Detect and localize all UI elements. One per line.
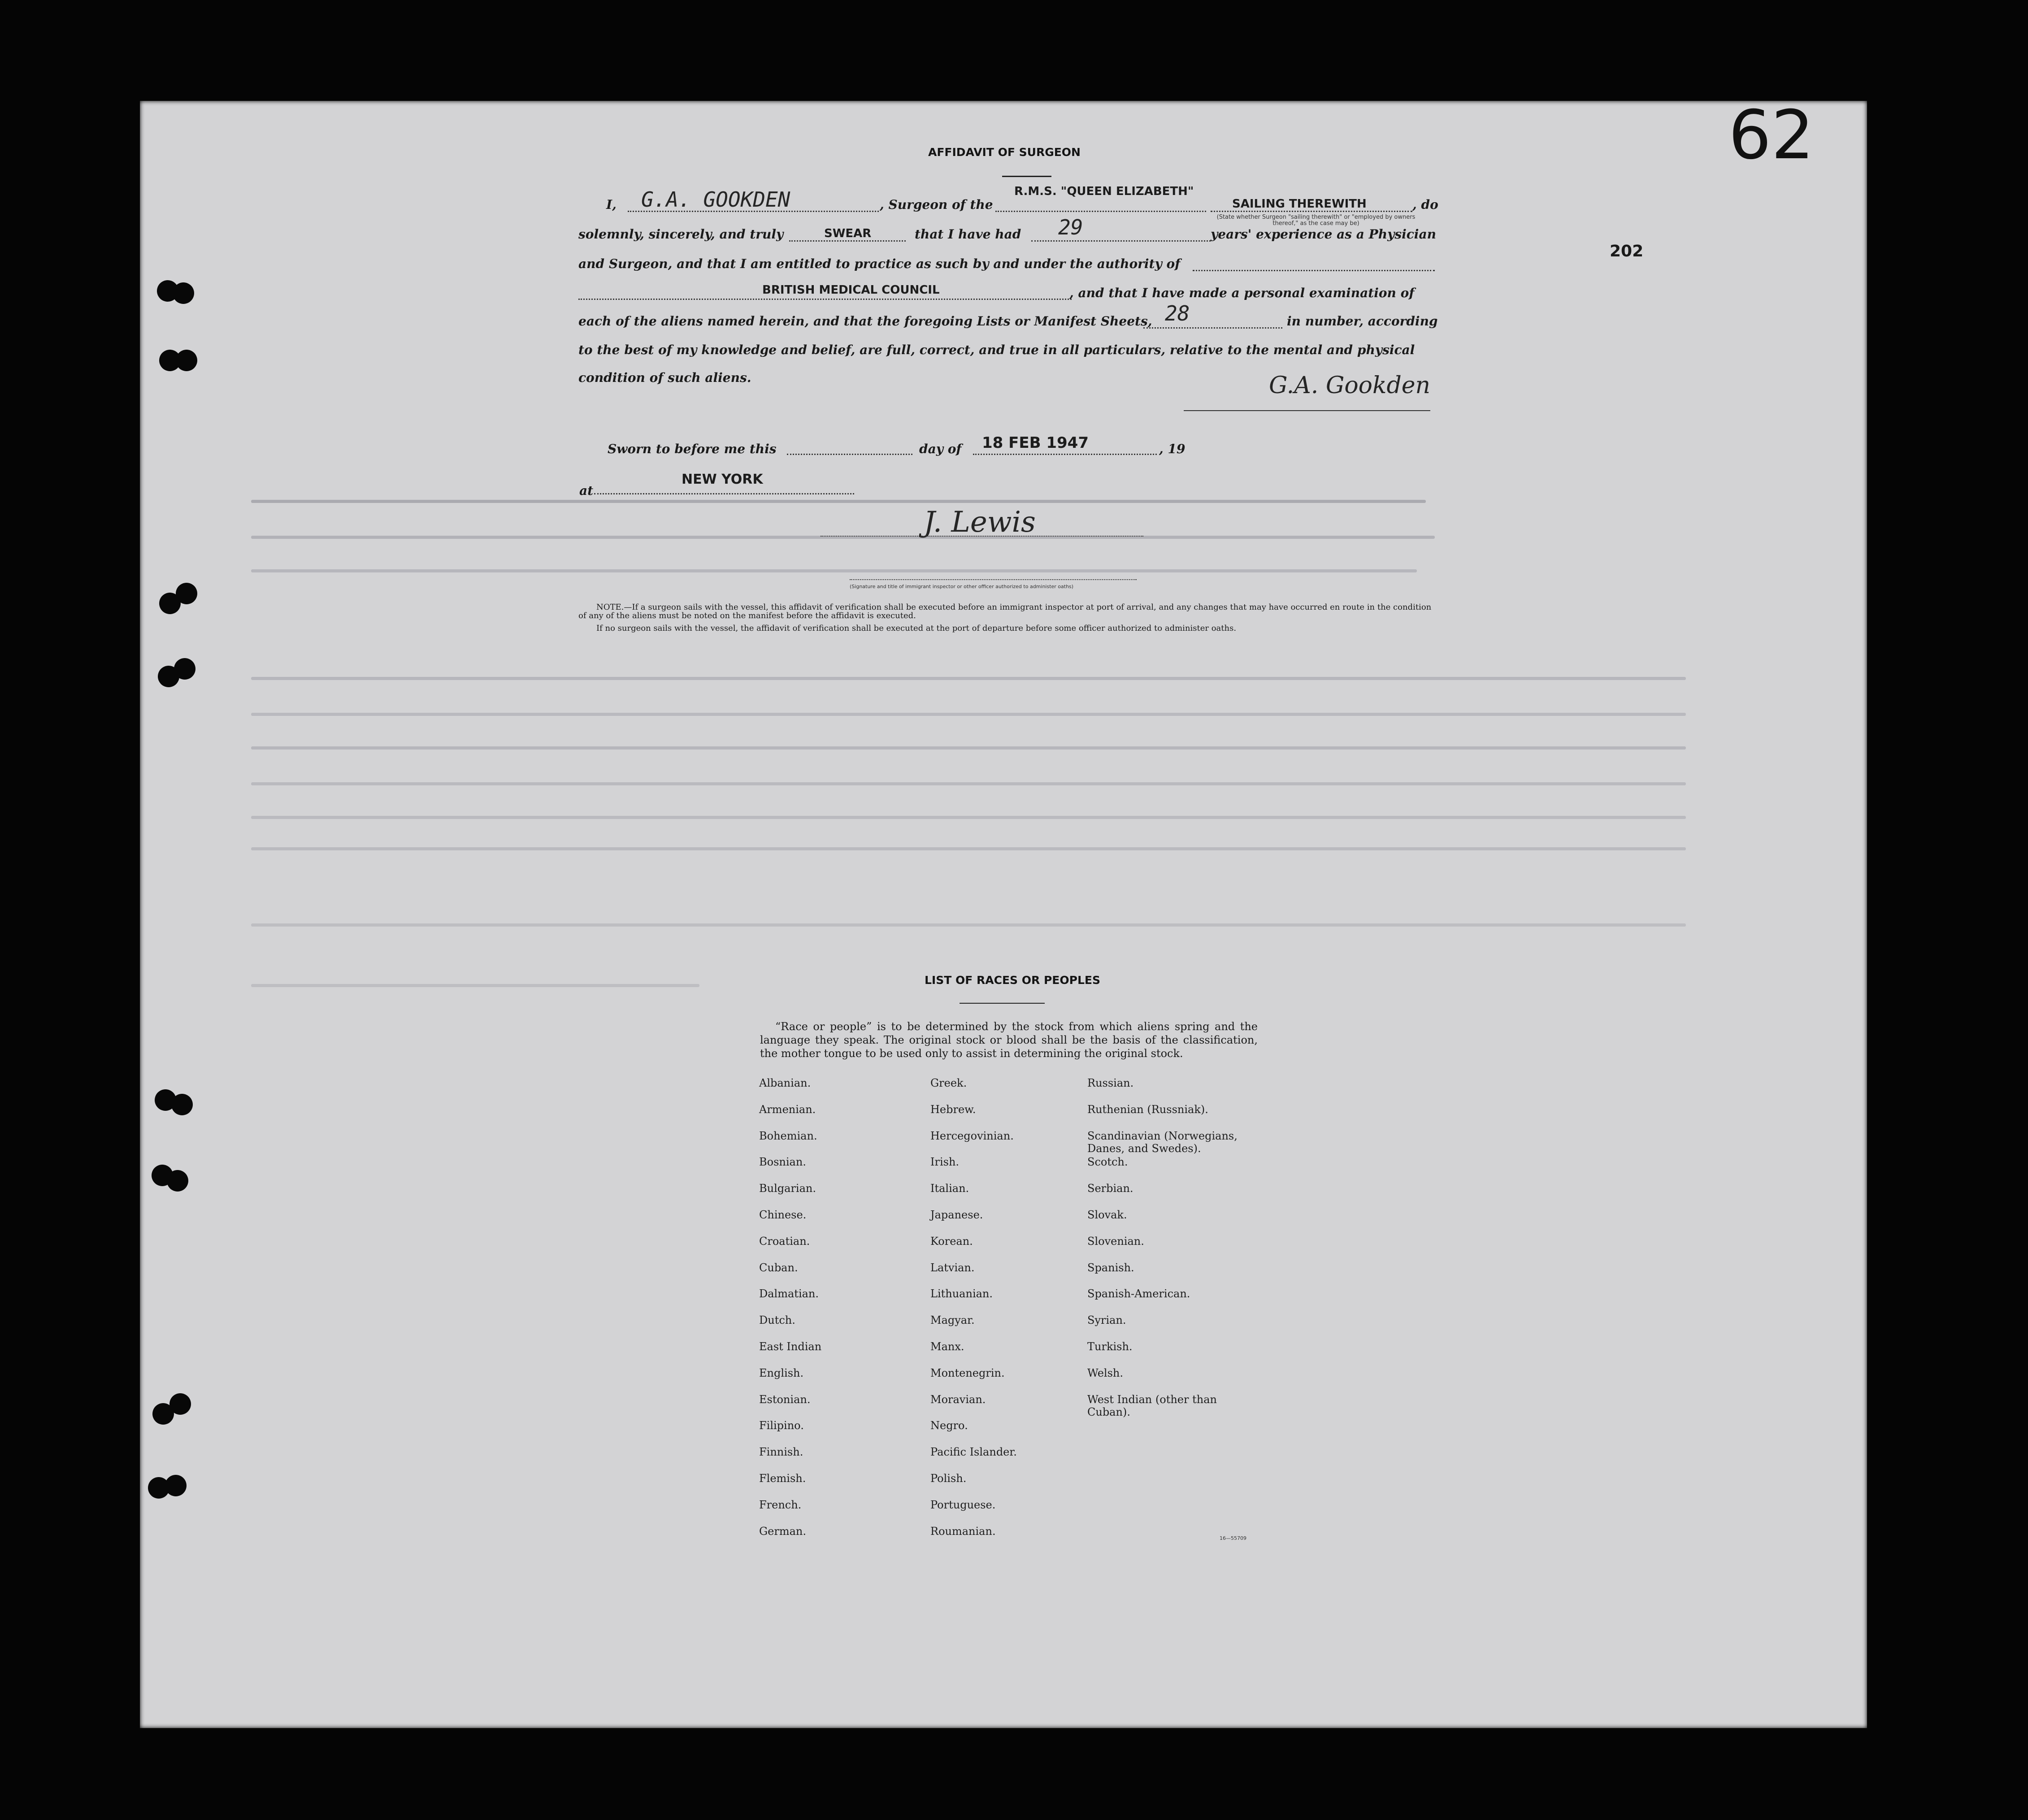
bleed-through-row (251, 984, 699, 987)
race-item: Roumanian. (930, 1525, 996, 1538)
sworn-suffix: , 19 (1159, 442, 1186, 456)
bleed-through-row (251, 677, 1686, 680)
surgeon-status-hint: (State whether Surgeon "sailing therewith" or "employed by owners thereof," as the case may be) (1216, 214, 1416, 227)
race-item: Serbian. (1087, 1182, 1133, 1195)
race-item: Turkish. (1087, 1340, 1133, 1353)
officer-signature: J. Lewis (924, 506, 1036, 539)
authority-field: BRITISH MEDICAL COUNCIL (762, 283, 940, 297)
race-item: Bulgarian. (759, 1182, 816, 1195)
races-intro: “Race or people” is to be determined by the stock from which aliens spring and the language they speak. The original stock or blood shall be the basis of the classification, the mother tongue to be used only to assist in determining the original stock. (760, 1020, 1258, 1060)
bleed-through-row (251, 746, 1686, 750)
sworn-date-line (973, 454, 1157, 455)
punch-hole (174, 658, 195, 680)
affidavit-line3: and Surgeon, and that I am entitled to practice as such by and under the authority of (578, 256, 1181, 271)
race-item: Polish. (930, 1472, 967, 1485)
surgeon-status-field: SAILING THEREWITH (1232, 197, 1367, 211)
race-item: Greek. (930, 1077, 967, 1089)
surgeon-status-line (1211, 211, 1412, 212)
race-item: Chinese. (759, 1209, 807, 1221)
note-paragraph-2: If no surgeon sails with the vessel, the affidavit of verification shall be executed at the port of departure before some officer authorized to administer oaths. (596, 624, 1237, 633)
race-item: Croatian. (759, 1235, 810, 1248)
affidavit-line2-suffix: years' experience as a Physician (1211, 227, 1436, 242)
bleed-through-row (251, 569, 1417, 572)
race-item: Bosnian. (759, 1156, 806, 1169)
punch-hole (165, 1475, 187, 1496)
race-item: Scotch. (1087, 1156, 1128, 1169)
affidavit-line6: to the best of my knowledge and belief, are full, correct, and true in all particulars, relative to the mental and physical (578, 342, 1415, 357)
races-title-underline (960, 1003, 1045, 1004)
race-item: Dutch. (759, 1314, 795, 1327)
race-item: Pacific Islander. (930, 1446, 1017, 1459)
race-item: Scandinavian (Norwegians, Danes, and Swedes). (1087, 1129, 1238, 1155)
race-item: Flemish. (759, 1472, 806, 1485)
affidavit-line5-suffix: in number, according (1287, 314, 1438, 329)
manifest-sheets-field: 28 (1165, 301, 1190, 325)
race-item: Korean. (930, 1235, 973, 1248)
surgeon-signature-line (1184, 410, 1430, 411)
race-item: Moravian. (930, 1393, 986, 1406)
authority-line-end (1193, 270, 1435, 271)
race-item: Albanian. (759, 1077, 811, 1089)
race-item: Manx. (930, 1340, 964, 1353)
place-prefix: at (579, 483, 594, 498)
surgeon-signature: G.A. Gookden (1269, 372, 1431, 399)
race-item: Spanish-American. (1087, 1287, 1190, 1300)
punch-hole (176, 350, 197, 371)
sworn-prefix: Sworn to before me this (608, 442, 777, 456)
affidavit-line4-suffix: , and that I have made a personal examination of (1069, 286, 1415, 300)
punch-hole (169, 1393, 191, 1415)
affidavit-line7: condition of such aliens. (578, 370, 751, 385)
race-item: Negro. (930, 1419, 968, 1432)
bleed-through-row (251, 782, 1686, 785)
oath-field: SWEAR (824, 227, 872, 240)
race-item: Slovenian. (1087, 1235, 1144, 1248)
affidavit-title: AFFIDAVIT OF SURGEON (928, 146, 1081, 159)
punch-hole (176, 583, 197, 604)
race-item: Bohemian. (759, 1129, 817, 1142)
affidavit-line1-mid: , Surgeon of the (880, 197, 993, 212)
surgeon-name-line (628, 211, 879, 212)
race-item: Hebrew. (930, 1103, 976, 1116)
race-item: Hercegovinian. (930, 1129, 1014, 1142)
race-item: Magyar. (930, 1314, 975, 1327)
race-item: French. (759, 1498, 802, 1511)
form-number: 16—55709 (1220, 1535, 1246, 1541)
place-line (594, 493, 854, 494)
title-underline (1002, 176, 1051, 177)
race-item: Ruthenian (Russniak). (1087, 1103, 1208, 1116)
race-item: Russian. (1087, 1077, 1134, 1089)
sheet-number: 202 (1610, 242, 1644, 260)
manifest-sheets-line (1143, 327, 1282, 329)
race-item: Slovak. (1087, 1209, 1127, 1221)
affidavit-line5-prefix: each of the aliens named herein, and that the foregoing Lists or Manifest Sheets, (578, 314, 1152, 329)
place-field: NEW YORK (682, 472, 763, 487)
race-item: Montenegrin. (930, 1366, 1005, 1379)
race-item: Syrian. (1087, 1314, 1126, 1327)
race-item: Irish. (930, 1156, 960, 1169)
race-item: Portuguese. (930, 1498, 996, 1511)
race-item: Armenian. (759, 1103, 816, 1116)
race-item: East Indian (759, 1340, 822, 1353)
authority-line (578, 299, 1072, 300)
bleed-through-row (251, 500, 1426, 503)
race-item: Estonian. (759, 1393, 811, 1406)
sworn-day-line (787, 454, 912, 455)
punch-hole (167, 1170, 188, 1192)
race-item: Welsh. (1087, 1366, 1123, 1379)
bleed-through-row (251, 923, 1686, 927)
years-experience-line (1031, 240, 1211, 242)
race-item: Japanese. (930, 1209, 983, 1221)
punch-hole (173, 282, 194, 304)
bleed-through-row (251, 713, 1686, 716)
race-item: Italian. (930, 1182, 969, 1195)
sworn-mid: day of (919, 442, 962, 456)
race-item: German. (759, 1525, 806, 1538)
affidavit-line1-suffix: , do (1412, 197, 1438, 212)
races-title: LIST OF RACES OR PEOPLES (925, 974, 1100, 987)
officer-signature-line (821, 536, 1143, 537)
race-item: Lithuanian. (930, 1287, 993, 1300)
officer-title-line (850, 579, 1137, 580)
page-number: 62 (1728, 96, 1814, 174)
race-item: West Indian (other than Cuban). (1087, 1393, 1217, 1418)
affidavit-line2-prefix: solemnly, sincerely, and truly (578, 227, 784, 242)
race-item: Dalmatian. (759, 1287, 819, 1300)
race-item: Latvian. (930, 1261, 975, 1274)
bleed-through-row (251, 816, 1686, 819)
race-item: Filipino. (759, 1419, 804, 1432)
officer-caption: (Signature and title of immigrant inspector or other officer authorized to administer oaths) (850, 584, 1074, 589)
affidavit-line2-mid: that I have had (915, 227, 1021, 242)
vessel-name-line (995, 211, 1206, 212)
years-experience-field: 29 (1058, 215, 1083, 239)
surgeon-name-field: G.A. GOOKDEN (641, 187, 790, 212)
note-paragraph-1: NOTE.—If a surgeon sails with the vessel, this affidavit of verification shall be executed before an immigrant inspector at port of arrival, and any changes that may have occurred en route in the condition of any of the aliens must be noted on the manifest before the affidavit is executed. (578, 602, 1432, 620)
race-item: Finnish. (759, 1446, 803, 1459)
affidavit-line1-prefix: I, (606, 197, 617, 212)
sworn-date-field: 18 FEB 1947 (982, 434, 1089, 452)
race-item: Cuban. (759, 1261, 798, 1274)
vessel-name-field: R.M.S. "QUEEN ELIZABETH" (1014, 185, 1194, 198)
punch-hole (171, 1094, 193, 1115)
race-item: Spanish. (1087, 1261, 1134, 1274)
bleed-through-row (251, 847, 1686, 850)
oath-line (789, 240, 906, 242)
race-item: English. (759, 1366, 804, 1379)
